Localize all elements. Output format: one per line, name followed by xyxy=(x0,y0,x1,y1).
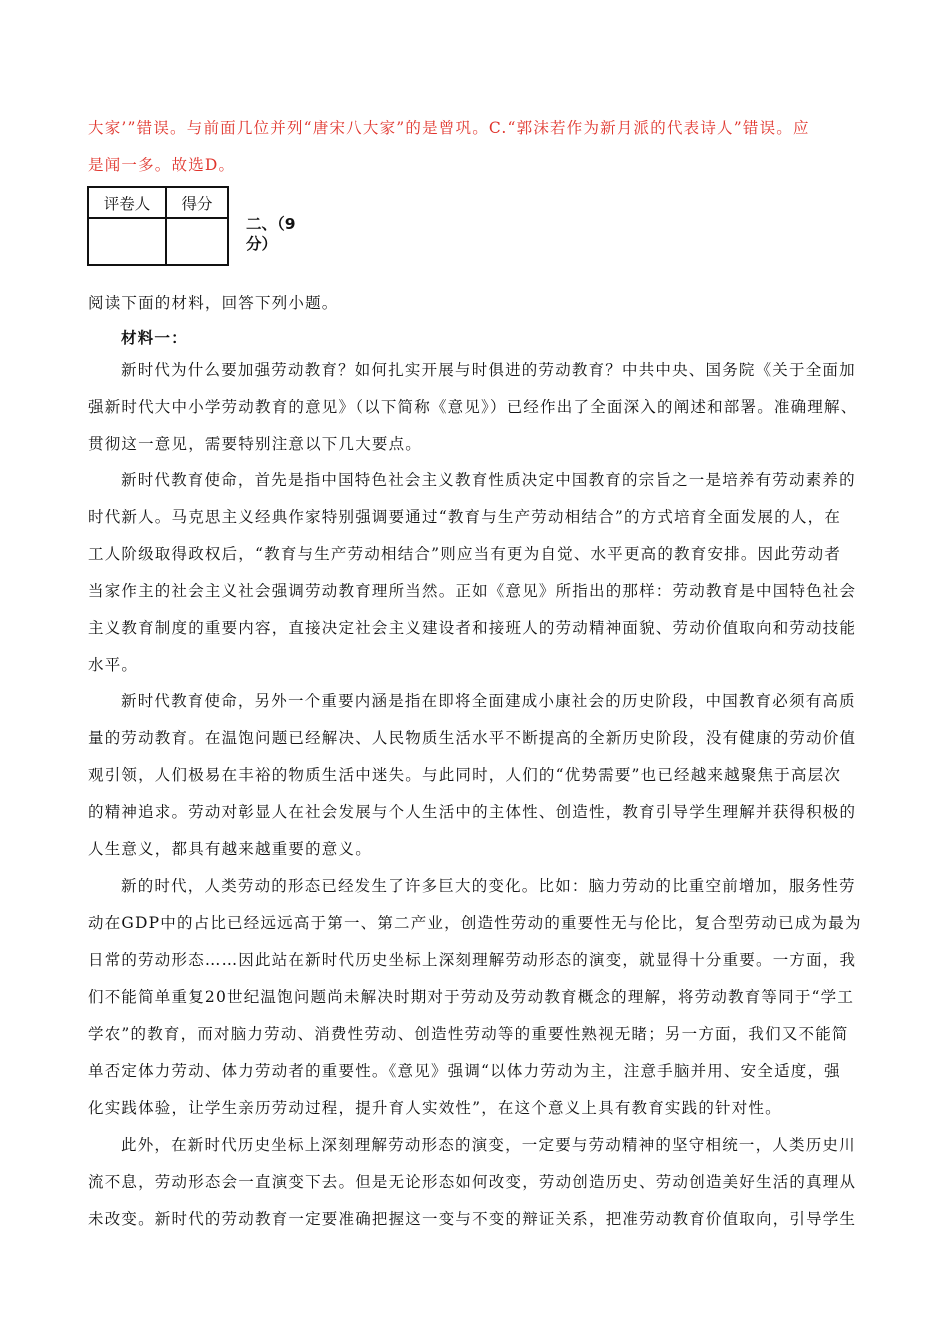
paragraph-line: 日常的劳动形态……因此站在新时代历史坐标上深刻理解劳动形态的演变，就显得十分重要。一方面，我 xyxy=(88,951,857,969)
paragraph-line: 单否定体力劳动、体力劳动者的重要性。《意见》强调“以体力劳动为主，注意手脑并用、安全适度，强 xyxy=(88,1062,841,1080)
paragraph-line: 新时代教育使命，另外一个重要内涵是指在即将全面建成小康社会的历史阶段，中国教育必须有高质 xyxy=(121,692,856,710)
paragraph-1 xyxy=(88,352,866,463)
paragraph-line: 量的劳动教育。在温饱问题已经解决、人民物质生活水平不断提高的全新历史阶段，没有健康的劳动价值 xyxy=(88,729,857,747)
paragraph-5 xyxy=(88,1127,866,1238)
material-label-text: 材料一： xyxy=(121,329,188,347)
explanation-line: 大家’”错误。与前面几位并列“唐宋八大家”的是曾巩。C.“郭沫若作为新月派的代表诗人”错误。应 xyxy=(88,119,810,137)
paragraph-line: 人生意义，都具有越来越重要的意义。 xyxy=(88,840,372,858)
paragraph-line: 的精神追求。劳动对彰显人在社会发展与个人生活中的主体性、创造性，教育引导学生理解并获得积极的 xyxy=(88,803,857,821)
explanation-line: 是闻一多。故选D。 xyxy=(88,156,236,174)
paragraph-line: 强新时代大中小学劳动教育的意见》（以下简称《意见》）已经作出了全面深入的阐述和部署。准确理解、 xyxy=(88,398,858,416)
paragraph-line: 们不能简单重复20世纪温饱问题尚未解决时期对于劳动及劳动教育概念的理解，将劳动教育等同于“学工 xyxy=(88,988,855,1006)
paragraph-line: 水平。 xyxy=(88,656,139,674)
paragraph-line: 贯彻这一意见，需要特别注意以下几大要点。 xyxy=(88,435,423,453)
score-table xyxy=(87,186,229,266)
answer-explanation xyxy=(88,110,866,184)
paragraph-4 xyxy=(88,868,866,1127)
paragraph-3 xyxy=(88,683,866,868)
section-title xyxy=(246,214,296,254)
paragraph-line: 未改变。新时代的劳动教育一定要准确把握这一变与不变的辩证关系，把准劳动教育价值取向，引导学生 xyxy=(88,1210,857,1228)
paragraph-line: 化实践体验，让学生亲历劳动过程，提升育人实效性”，在这个意义上具有教育实践的针对性。 xyxy=(88,1099,782,1117)
paragraph-line: 工人阶级取得政权后，“教育与生产劳动相结合”则应当有更为自觉、水平更高的教育安排。因此劳动者 xyxy=(88,545,842,563)
paragraph-line: 流不息，劳动形态会一直演变下去。但是无论形态如何改变，劳动创造历史、劳动创造美好生活的真理从 xyxy=(88,1173,857,1191)
paragraph-line: 此外，在新时代历史坐标上深刻理解劳动形态的演变，一定要与劳动精神的坚守相统一，人类历史川 xyxy=(121,1136,856,1154)
paragraph-line: 新的时代，人类劳动的形态已经发生了许多巨大的变化。比如：脑力劳动的比重空前增加，服务性劳 xyxy=(121,877,856,895)
reviewer-header: 评卷人 xyxy=(88,187,166,218)
paragraph-line: 当家作主的社会主义社会强调劳动教育理所当然。正如《意见》所指出的那样：劳动教育是中国特色社会 xyxy=(88,582,857,600)
paragraph-line: 动在GDP中的占比已经远远高于第一、第二产业，创造性劳动的重要性无与伦比，复合型劳动已成为最为 xyxy=(88,914,862,932)
paragraph-line: 主义教育制度的重要内容，直接决定社会主义建设者和接班人的劳动精神面貌、劳动价值取向和劳动技能 xyxy=(88,619,857,637)
paragraph-line: 时代新人。马克思主义经典作家特别强调要通过“教育与生产劳动相结合”的方式培育全面发展的人，在 xyxy=(88,508,842,526)
paragraph-line: 新时代教育使命，首先是指中国特色社会主义教育性质决定中国教育的宗旨之一是培养有劳动素养的 xyxy=(121,471,856,489)
section-title-line: 分） xyxy=(246,235,278,253)
score-cell xyxy=(166,218,228,265)
section-title-line: 二、（9 xyxy=(246,215,296,233)
reviewer-cell xyxy=(88,218,166,265)
paragraph-line: 学农”的教育，而对脑力劳动、消费性劳动、创造性劳动等的重要性熟视无睹；另一方面，我们又不能简 xyxy=(88,1025,849,1043)
paragraph-line: 观引领，人们极易在丰裕的物质生活中迷失。与此同时，人们的“优势需要”也已经越来越聚焦于高层次 xyxy=(88,766,842,784)
instruction xyxy=(88,285,866,322)
instruction-text: 阅读下面的材料，回答下列小题。 xyxy=(88,294,339,312)
paragraph-2 xyxy=(88,462,866,684)
score-header: 得分 xyxy=(166,187,228,218)
paragraph-line: 新时代为什么要加强劳动教育？如何扎实开展与时俱进的劳动教育？中共中央、国务院《关于全面加 xyxy=(121,361,856,379)
